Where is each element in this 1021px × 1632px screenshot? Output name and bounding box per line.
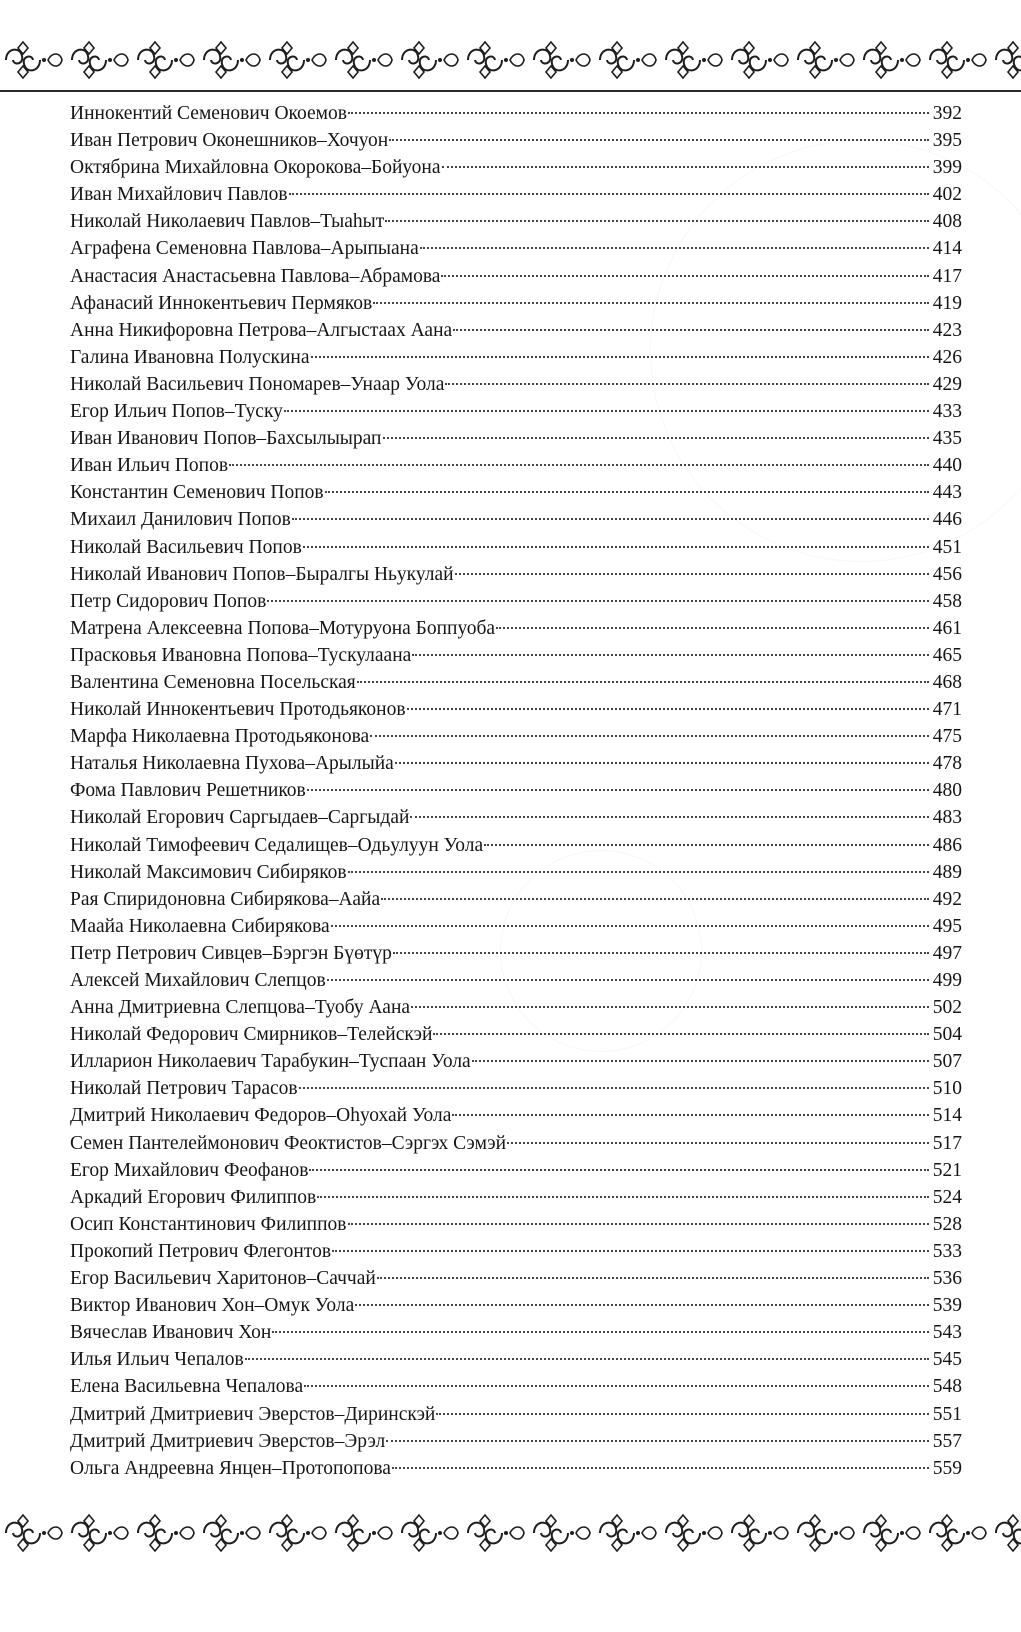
toc-entry [70, 750, 962, 777]
toc-entry-name: Валентина Семеновна Посельская [70, 671, 356, 693]
dot-leader [370, 735, 929, 737]
toc-entry [70, 506, 962, 533]
dot-leader [472, 1060, 929, 1062]
toc-entry-page-number: 446 [932, 509, 962, 531]
toc-entry-page-number: 440 [932, 455, 962, 477]
toc-entry-page-number: 435 [932, 428, 962, 450]
toc-entry-name: Николай Егорович Саргыдаев–Саргыдай [70, 807, 410, 829]
toc-entry-name: Осип Константинович Филиппов [70, 1213, 347, 1235]
toc-entry [70, 804, 962, 831]
dot-leader [411, 1006, 929, 1008]
dot-leader [332, 1250, 929, 1252]
toc-entry-name: Матрена Алексеевна Попова–Мотуруона Боппуоба [70, 617, 496, 639]
toc-entry-name: Петр Петрович Сивцев–Бэргэн Бүөтүр [70, 942, 392, 964]
toc-entry [70, 1346, 962, 1373]
toc-entry-page-number: 423 [932, 319, 962, 341]
toc-entry-name: Николай Николаевич Павлов–Тыаһыт [70, 211, 385, 233]
dot-leader [389, 139, 929, 141]
dot-leader [267, 600, 929, 602]
dot-leader [412, 654, 929, 656]
toc-entry-name: Иван Михайлович Павлов [70, 184, 288, 206]
toc-entry-page-number: 504 [932, 1024, 962, 1046]
toc-entry [70, 669, 962, 696]
dot-leader [348, 871, 929, 873]
bottom-ornament-border [0, 1505, 1021, 1561]
toc-entry-name: Николай Васильевич Пономарев–Унаар Уола [70, 373, 445, 395]
toc-entry [70, 1455, 962, 1482]
toc-entry-name: Марфа Николаевна Протодьяконова [70, 726, 370, 748]
dot-leader [303, 546, 929, 548]
toc-entry [70, 425, 962, 452]
dot-leader [289, 193, 929, 195]
toc-entry [70, 1048, 962, 1075]
toc-entry [70, 479, 962, 506]
toc-entry-name: Анна Дмитриевна Слепцова–Туобу Аана [70, 997, 411, 1019]
toc-entry [70, 1184, 962, 1211]
toc-entry-page-number: 456 [932, 563, 962, 585]
toc-entry-page-number: 497 [932, 942, 962, 964]
toc-entry-page-number: 402 [932, 184, 962, 206]
toc-entry-page-number: 414 [932, 238, 962, 260]
dot-leader [445, 383, 929, 385]
dot-leader [355, 1304, 929, 1306]
toc-entry-page-number: 478 [932, 753, 962, 775]
toc-entry-page-number: 495 [932, 915, 962, 937]
toc-entry-page-number: 480 [932, 780, 962, 802]
dot-leader [395, 762, 929, 764]
toc-entry-page-number: 543 [932, 1322, 962, 1344]
toc-entry-name: Аркадий Егорович Филиппов [70, 1186, 317, 1208]
toc-entry-page-number: 458 [932, 590, 962, 612]
toc-entry-name: Илларион Николаевич Тарабукин–Туспаан Уола [70, 1051, 471, 1073]
dot-leader [484, 844, 929, 846]
dot-leader [348, 112, 929, 114]
toc-entry-page-number: 475 [932, 726, 962, 748]
toc-entry-name: Николай Петрович Тарасов [70, 1078, 298, 1100]
toc-entry-name: Фома Павлович Решетников [70, 780, 306, 802]
toc-entry-name: Октябрина Михайловна Окорокова–Бойуона [70, 157, 441, 179]
toc-entry-name: Прасковья Ивановна Попова–Тускулаана [70, 644, 412, 666]
toc-entry [70, 886, 962, 913]
dot-leader [309, 1169, 929, 1171]
toc-entry-name: Иван Ильич Попов [70, 455, 229, 477]
toc-entry-name: Алексей Михайлович Слепцов [70, 970, 326, 991]
dot-leader [452, 1114, 929, 1116]
toc-entry [70, 615, 962, 642]
toc-entry [70, 1130, 962, 1157]
toc-entry [70, 1238, 962, 1265]
toc-entry [70, 344, 962, 371]
dot-leader [311, 356, 929, 358]
toc-entry-page-number: 429 [932, 373, 962, 395]
toc-entry [70, 1265, 962, 1292]
dot-leader [420, 247, 929, 249]
dot-leader [441, 275, 929, 277]
toc-entry-name: Иван Петрович Оконешников–Хочуон [70, 130, 389, 152]
toc-entry [70, 154, 962, 181]
toc-entry-page-number: 557 [932, 1430, 962, 1452]
dot-leader [453, 329, 929, 331]
toc-entry [70, 1021, 962, 1048]
toc-entry [70, 1428, 962, 1455]
toc-entry-name: Николай Тимофеевич Седалищев–Одьулуун Уола [70, 834, 484, 856]
toc-entry-page-number: 502 [932, 997, 962, 1019]
toc-entry [70, 235, 962, 262]
top-rule [0, 90, 1021, 92]
toc-entry [70, 398, 962, 425]
toc-entry [70, 561, 962, 588]
toc-entry [70, 263, 962, 290]
toc-entry-page-number: 514 [932, 1105, 962, 1127]
toc-entry [70, 642, 962, 669]
toc-entry [70, 100, 962, 127]
toc-entry-page-number: 419 [932, 292, 962, 314]
toc-entry-page-number: 524 [932, 1186, 962, 1208]
dot-leader [299, 1087, 929, 1089]
dot-leader [272, 1331, 929, 1333]
toc-entry-name: Виктор Иванович Хон–Омук Уола [70, 1295, 355, 1317]
dot-leader [317, 1196, 929, 1198]
dot-leader [284, 410, 929, 412]
dot-leader [393, 952, 929, 954]
toc-entry-page-number: 521 [932, 1159, 962, 1181]
toc-entry [70, 452, 962, 479]
toc-entry [70, 967, 962, 994]
dot-leader [245, 1358, 929, 1360]
dot-leader [381, 898, 929, 900]
toc-entry-name: Рая Спиридоновна Сибирякова–Аайа [70, 888, 381, 910]
toc-entry-name: Ольга Андреевна Янцен–Протопопова [70, 1457, 391, 1479]
scroll-ornament-icon [0, 1505, 1021, 1561]
dot-leader [436, 1413, 929, 1415]
dot-leader [357, 681, 929, 683]
toc-entry [70, 371, 962, 398]
toc-entry-name: Николай Иннокентьевич Протодьяконов [70, 699, 406, 721]
toc-entry-page-number: 426 [932, 346, 962, 368]
toc-entry-page-number: 483 [932, 807, 962, 829]
dot-leader [304, 1385, 929, 1387]
toc-entry-page-number: 395 [932, 130, 962, 152]
dot-leader [307, 789, 929, 791]
dot-leader [229, 464, 929, 466]
toc-entry-page-number: 465 [932, 644, 962, 666]
dot-leader [433, 1033, 929, 1035]
toc-entry-page-number: 528 [932, 1213, 962, 1235]
toc-entry-page-number: 545 [932, 1349, 962, 1371]
toc-entry-page-number: 433 [932, 401, 962, 423]
toc-entry [70, 317, 962, 344]
toc-entry-name: Егор Васильевич Харитонов–Саччай [70, 1268, 376, 1290]
toc-entry-page-number: 443 [932, 482, 962, 504]
dot-leader [377, 1277, 929, 1279]
toc-entry-name: Дмитрий Дмитриевич Эверстов–Диринскэй [70, 1403, 436, 1425]
toc-entry-name: Афанасий Иннокентьевич Пермяков [70, 292, 373, 314]
toc-entry-page-number: 461 [932, 617, 962, 639]
toc-entry [70, 777, 962, 804]
toc-entry-page-number: 392 [932, 103, 962, 124]
toc-entry-name: Семен Пантелеймонович Феоктистов–Сэргэх Сэмэй [70, 1132, 507, 1154]
toc-entry-name: Константин Семенович Попов [70, 482, 324, 504]
toc-entry-name: Прокопий Петрович Флегонтов [70, 1240, 332, 1262]
toc-entry-name: Галина Ивановна Полускина [70, 346, 310, 368]
toc-entry-page-number: 486 [932, 834, 962, 856]
toc-entry-name: Вячеслав Иванович Хон [70, 1322, 272, 1344]
toc-entry-page-number: 471 [932, 699, 962, 721]
toc-entry-name: Маайа Николаевна Сибирякова [70, 915, 330, 937]
top-ornament-border [0, 32, 1021, 88]
toc-entry [70, 940, 962, 967]
toc-entry [70, 1075, 962, 1102]
toc-entry [70, 832, 962, 859]
toc-entry-name: Дмитрий Николаевич Федоров–Оһуохай Уола [70, 1105, 452, 1127]
toc-entry [70, 534, 962, 561]
toc-entry-name: Иннокентий Семенович Окоемов [70, 103, 347, 124]
toc-entry-name: Егор Михайлович Феофанов [70, 1159, 309, 1181]
toc-entry-page-number: 399 [932, 157, 962, 179]
toc-entry [70, 994, 962, 1021]
toc-entry-name: Николай Максимович Сибиряков [70, 861, 347, 883]
toc-entry-name: Николай Иванович Попов–Быралгы Ньукулай [70, 563, 454, 585]
toc-entry-name: Николай Федорович Смирников–Телейскэй [70, 1024, 433, 1046]
toc-entry-page-number: 548 [932, 1376, 962, 1398]
toc-entry [70, 1292, 962, 1319]
toc-entry-page-number: 499 [932, 970, 962, 991]
dot-leader [496, 627, 929, 629]
toc-entry-page-number: 492 [932, 888, 962, 910]
toc-entry-page-number: 417 [932, 265, 962, 287]
toc-entry-page-number: 559 [932, 1457, 962, 1479]
dot-leader [392, 1467, 929, 1469]
dot-leader [373, 302, 929, 304]
toc-entry-page-number: 507 [932, 1051, 962, 1073]
toc-entry-page-number: 468 [932, 671, 962, 693]
toc-entry [70, 208, 962, 235]
toc-entry [70, 859, 962, 886]
dot-leader [331, 925, 929, 927]
toc-entry-page-number: 539 [932, 1295, 962, 1317]
toc-entry-name: Наталья Николаевна Пухова–Арылыйа [70, 753, 394, 775]
dot-leader [507, 1142, 929, 1144]
toc-entry [70, 696, 962, 723]
toc-entry-name: Анастасия Анастасьевна Павлова–Абрамова [70, 265, 441, 287]
toc-entry-name: Петр Сидорович Попов [70, 590, 267, 612]
toc-entry [70, 127, 962, 154]
toc-entry-name: Елена Васильевна Чепалова [70, 1376, 304, 1398]
dot-leader [410, 816, 929, 818]
toc-entry-name: Дмитрий Дмитриевич Эверстов–Эрэл [70, 1430, 386, 1452]
toc-entry [70, 1373, 962, 1400]
toc-entry [70, 723, 962, 750]
toc-entry [70, 1211, 962, 1238]
dot-leader [348, 1223, 929, 1225]
toc-entry-name: Егор Ильич Попов–Туску [70, 401, 283, 423]
toc-entry-name: Илья Ильич Чепалов [70, 1349, 244, 1371]
toc-entry-page-number: 536 [932, 1268, 962, 1290]
toc-entry [70, 1319, 962, 1346]
toc-entry-name: Михаил Данилович Попов [70, 509, 291, 531]
toc-entry [70, 1401, 962, 1428]
toc-entry [70, 588, 962, 615]
toc-entry-name: Николай Васильевич Попов [70, 536, 302, 558]
dot-leader [327, 979, 929, 981]
toc-entry-page-number: 489 [932, 861, 962, 883]
toc-entry-name: Иван Иванович Попов–Бахсылыырап [70, 428, 382, 450]
dot-leader [383, 437, 930, 439]
dot-leader [442, 166, 929, 168]
toc-entry [70, 290, 962, 317]
dot-leader [455, 573, 929, 575]
toc-entry-name: Анна Никифоровна Петрова–Алгыстаах Аана [70, 319, 453, 341]
dot-leader [292, 518, 929, 520]
toc-entry [70, 1102, 962, 1129]
toc-entry-page-number: 451 [932, 536, 962, 558]
toc-entry-page-number: 510 [932, 1078, 962, 1100]
table-of-contents [70, 100, 962, 1482]
dot-leader [325, 491, 929, 493]
toc-entry-page-number: 408 [932, 211, 962, 233]
toc-entry [70, 1157, 962, 1184]
toc-entry-page-number: 551 [932, 1403, 962, 1425]
dot-leader [385, 220, 929, 222]
toc-entry [70, 913, 962, 940]
dot-leader [407, 708, 929, 710]
toc-entry-page-number: 517 [932, 1132, 962, 1154]
toc-entry-page-number: 533 [932, 1240, 962, 1262]
toc-entry-name: Аграфена Семеновна Павлова–Арыпыана [70, 238, 419, 260]
toc-entry [70, 181, 962, 208]
dot-leader [386, 1440, 929, 1442]
scroll-ornament-icon [0, 32, 1021, 88]
